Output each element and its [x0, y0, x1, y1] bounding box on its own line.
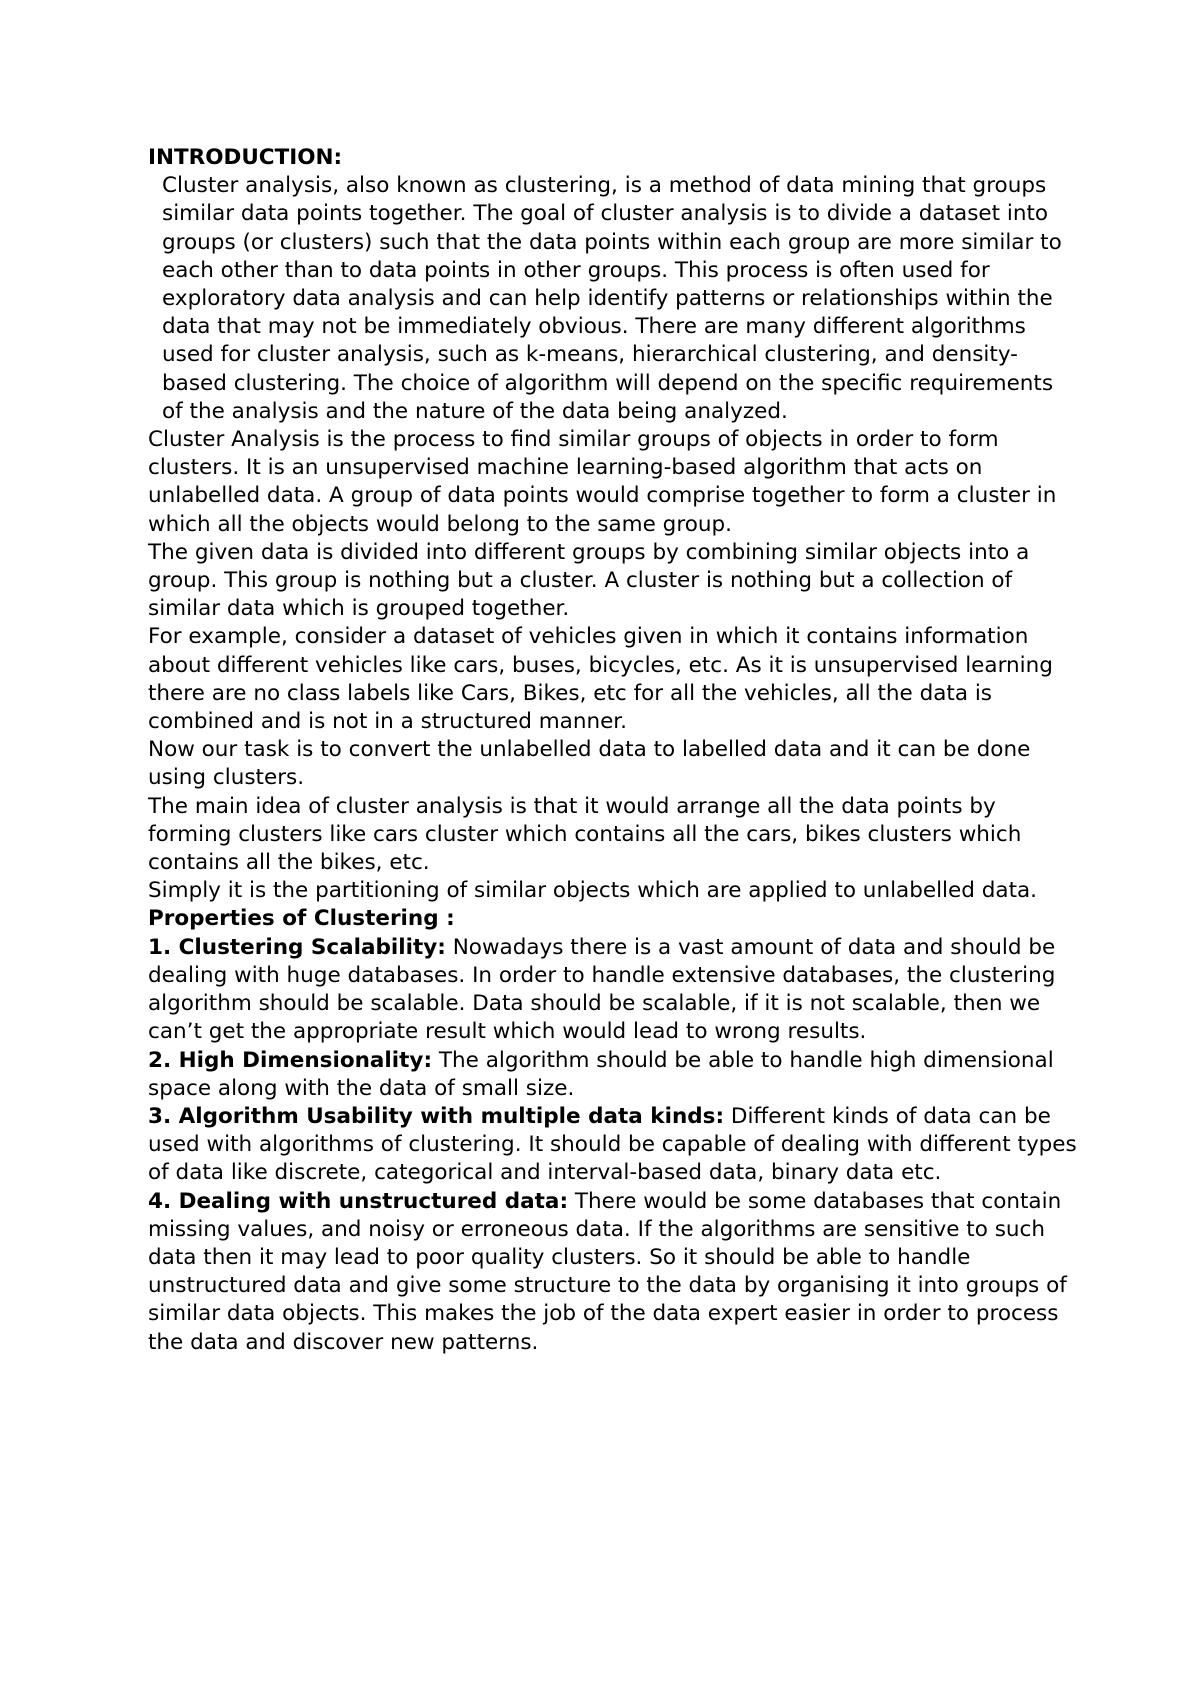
property-text: The algorithm should be able to handle high dimensional space along with the data of small size.	[148, 1047, 1054, 1101]
property-text: There would be some databases that contain missing values, and noisy or erroneous data. If the algorithms are sensitive to such data then it may lead to poor quality clusters. So it should be able to handle unstructured data and give some structure to the data by organising it into groups of similar data objects. This makes the job of the data expert easier in order to process the data and discover new patterns.	[148, 1188, 1067, 1355]
division-paragraph: The given data is divided into different groups by combining similar objects into a group. This group is nothing but a cluster. A cluster is nothing but a collection of similar data which is grouped together.	[148, 539, 1030, 622]
simply-paragraph: Simply it is the partitioning of similar objects which are applied to unlabelled data.	[148, 878, 1038, 904]
property-item	[148, 934, 1078, 1047]
definition-paragraph: Cluster Analysis is the process to find similar groups of objects in order to form clusters. It is an unsupervised machine learning-based algorithm that acts on unlabelled data. A group of data points would comprise together to form a cluster in which all the objects would belong to the same group.	[148, 427, 1057, 537]
property-item	[148, 1047, 1078, 1103]
property-title: 2. High Dimensionality:	[148, 1047, 433, 1073]
main-idea-paragraph: The main idea of cluster analysis is that it would arrange all the data points by forming clusters like cars cluster which contains all the cars, bikes clusters which contains all the bikes, etc.	[148, 793, 1022, 876]
property-title: 1. Clustering Scalability:	[148, 934, 446, 960]
properties-heading: Properties of Clustering :	[148, 906, 455, 932]
document-page	[148, 144, 1078, 1357]
property-title: 3. Algorithm Usability with multiple data kinds:	[148, 1103, 725, 1129]
intro-heading: INTRODUCTION:	[148, 145, 343, 170]
intro-paragraph: Cluster analysis, also known as clustering, is a method of data mining that groups similar data points together. The goal of cluster analysis is to divide a dataset into groups (or clusters) such that the data points within each group are more similar to each other than to data points in other groups. This process is often used for exploratory data analysis and can help identify patterns or relationships within the data that may not be immediately obvious. There are many different algorithms used for cluster analysis, such as k-means, hierarchical clustering, and density-based clustering. The choice of algorithm will depend on the specific requirements of the analysis and the nature of the data being analyzed.	[162, 173, 1062, 424]
task-paragraph: Now our task is to convert the unlabelled data to labelled data and it can be done using clusters.	[148, 737, 1031, 791]
property-text: Different kinds of data can be used with algorithms of clustering. It should be capable of dealing with different types of data like discrete, categorical and interval-based data, binary data etc.	[148, 1103, 1077, 1186]
property-item	[148, 1103, 1078, 1188]
property-text: Nowadays there is a vast amount of data and should be dealing with huge databases. In order to handle extensive databases, the clustering algorithm should be scalable. Data should be scalable, if it is not scalable, then we can’t get the appropriate result which would lead to wrong results.	[148, 934, 1056, 1045]
example-paragraph: For example, consider a dataset of vehicles given in which it contains information about different vehicles like cars, buses, bicycles, etc. As it is unsupervised learning there are no class labels like Cars, Bikes, etc for all the vehicles, all the data is combined and is not in a structured manner.	[148, 624, 1053, 735]
property-item	[148, 1188, 1078, 1357]
property-title: 4. Dealing with unstructured data:	[148, 1188, 569, 1214]
